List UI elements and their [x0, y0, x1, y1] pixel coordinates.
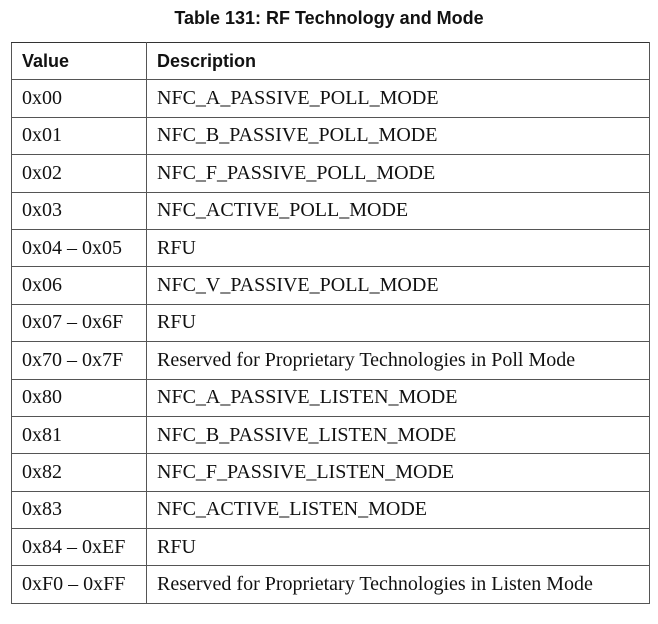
description-cell: RFU: [147, 304, 650, 341]
value-cell: 0x07 – 0x6F: [12, 304, 147, 341]
description-cell: NFC_A_PASSIVE_POLL_MODE: [147, 80, 650, 117]
description-cell: NFC_B_PASSIVE_LISTEN_MODE: [147, 416, 650, 453]
value-cell: 0xF0 – 0xFF: [12, 566, 147, 603]
table-header-row: [12, 43, 650, 80]
table-caption: Table 131: RF Technology and Mode: [174, 8, 484, 28]
description-cell: NFC_F_PASSIVE_LISTEN_MODE: [147, 454, 650, 491]
value-cell: 0x83: [12, 491, 147, 528]
table-row: [12, 491, 650, 528]
table-row: [12, 379, 650, 416]
value-cell: 0x81: [12, 416, 147, 453]
value-cell: 0x03: [12, 192, 147, 229]
description-cell: NFC_F_PASSIVE_POLL_MODE: [147, 155, 650, 192]
table-row: [12, 454, 650, 491]
rf-technology-mode-table: [11, 42, 650, 604]
value-cell: 0x02: [12, 155, 147, 192]
table-row: [12, 117, 650, 154]
table-row: [12, 192, 650, 229]
description-cell: NFC_ACTIVE_LISTEN_MODE: [147, 491, 650, 528]
description-cell: NFC_B_PASSIVE_POLL_MODE: [147, 117, 650, 154]
table-row: [12, 229, 650, 266]
table-row: [12, 304, 650, 341]
table-row: [12, 566, 650, 603]
table-row: [12, 155, 650, 192]
value-cell: 0x80: [12, 379, 147, 416]
description-cell: RFU: [147, 529, 650, 566]
description-cell: Reserved for Proprietary Technologies in Listen Mode: [147, 566, 650, 603]
value-column-header: Value: [12, 43, 147, 80]
value-cell: 0x84 – 0xEF: [12, 529, 147, 566]
description-cell: RFU: [147, 229, 650, 266]
value-cell: 0x01: [12, 117, 147, 154]
table-row: [12, 416, 650, 453]
value-cell: 0x82: [12, 454, 147, 491]
value-cell: 0x00: [12, 80, 147, 117]
description-column-header: Description: [147, 43, 650, 80]
value-cell: 0x70 – 0x7F: [12, 342, 147, 379]
table-row: [12, 342, 650, 379]
value-cell: 0x04 – 0x05: [12, 229, 147, 266]
value-cell: 0x06: [12, 267, 147, 304]
table-row: [12, 529, 650, 566]
table-row: [12, 80, 650, 117]
description-cell: NFC_ACTIVE_POLL_MODE: [147, 192, 650, 229]
description-cell: NFC_A_PASSIVE_LISTEN_MODE: [147, 379, 650, 416]
table-row: [12, 267, 650, 304]
description-cell: NFC_V_PASSIVE_POLL_MODE: [147, 267, 650, 304]
description-cell: Reserved for Proprietary Technologies in Poll Mode: [147, 342, 650, 379]
